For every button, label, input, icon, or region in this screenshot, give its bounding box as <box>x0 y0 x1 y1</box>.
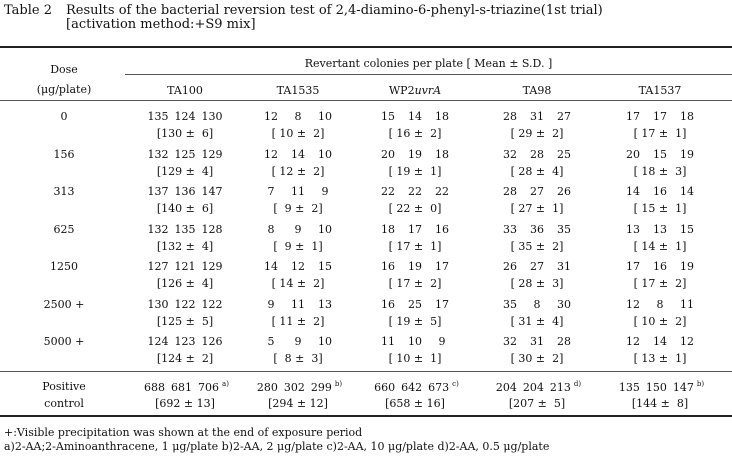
triplicate-counts <box>605 335 715 348</box>
mean-sd: [ 9 ± 2] <box>273 202 323 215</box>
colony-count: 30 <box>557 297 571 311</box>
mean-sd: [ 28 ± 4] <box>510 164 564 178</box>
colony-count: 130 <box>201 110 223 123</box>
colony-count: 12 <box>264 147 278 161</box>
mean-sd: [ 29 ± 2] <box>510 127 564 140</box>
colony-count: 17 <box>626 260 640 273</box>
top-rule <box>0 46 732 48</box>
colony-count: 11 <box>291 297 305 311</box>
colony-count: 9 <box>438 335 446 348</box>
colony-count: 147 <box>672 380 694 394</box>
triplicate-counts <box>360 380 470 394</box>
colony-count: 137 <box>147 185 169 198</box>
mean-sd: [ 17 ± 2] <box>633 277 687 290</box>
triplicate-counts <box>360 148 470 161</box>
dose-value: 625 <box>53 222 75 236</box>
mean-sd: [129 ± 4] <box>156 164 214 178</box>
colony-count: 26 <box>557 185 571 198</box>
triplicate-counts <box>243 185 353 198</box>
colony-count: 28 <box>530 147 544 161</box>
triplicate-counts <box>605 223 715 236</box>
mean-sd: [144 ± 8] <box>631 397 689 410</box>
title-line-1: Results of the bacterial reversion test of 2,4-diamino-6-phenyl-s-triazine(1st trial) <box>66 3 603 18</box>
mean-sd: [ 13 ± 1] <box>633 352 687 365</box>
header-rule <box>125 74 732 75</box>
dose-value: 2500 + <box>43 297 85 311</box>
control-label: control <box>44 397 84 410</box>
colony-count: 13 <box>318 297 332 311</box>
colony-count: 147 <box>201 185 223 198</box>
colony-count: 19 <box>408 147 422 161</box>
colony-count: 18 <box>381 222 395 236</box>
colony-count: 9 <box>294 335 302 348</box>
colony-count: 17 <box>653 110 667 123</box>
triplicate-counts <box>605 298 715 311</box>
footnote-marker: c) <box>452 380 459 388</box>
triplicate-counts <box>360 335 470 348</box>
triplicate-counts <box>482 185 592 198</box>
colony-count: 8 <box>533 297 541 311</box>
colony-count: 31 <box>530 335 544 348</box>
colony-count: 9 <box>321 185 329 198</box>
colony-count: 19 <box>680 147 694 161</box>
mean-sd: [124 ± 2] <box>156 352 214 365</box>
revertant-header: Revertant colonies per plate [ Mean ± S.D. ] <box>304 57 553 70</box>
colony-count: 11 <box>381 335 395 348</box>
colony-count: 12 <box>626 297 640 311</box>
colony-count: 135 <box>147 110 169 123</box>
colony-count: 20 <box>626 147 640 161</box>
triplicate-counts <box>243 380 353 394</box>
mean-sd: [ 16 ± 2] <box>388 127 442 140</box>
triplicate-counts <box>605 260 715 273</box>
triplicate-counts <box>130 380 240 394</box>
footnote-marker: b) <box>696 380 705 388</box>
colony-count: 150 <box>645 380 667 394</box>
colony-count: 16 <box>381 297 395 311</box>
dose-header <box>20 60 108 100</box>
colony-count: 5 <box>267 335 275 348</box>
colony-count: 9 <box>267 297 275 311</box>
mean-sd: [ 35 ± 2] <box>510 239 564 253</box>
triplicate-counts <box>130 185 240 198</box>
triplicate-counts <box>243 260 353 273</box>
table-number: Table 2 <box>4 3 52 18</box>
colony-count: 122 <box>201 297 223 311</box>
mean-sd: [132 ± 4] <box>156 239 214 253</box>
mean-sd: [ 8 ± 3] <box>273 352 323 365</box>
mean-sd: [ 30 ± 2] <box>510 352 564 365</box>
mean-sd: [294 ± 12] <box>268 397 328 410</box>
strain-header: WP2uvrA <box>388 84 442 97</box>
colony-count: 16 <box>653 260 667 273</box>
mean-sd: [ 15 ± 1] <box>633 202 687 215</box>
mean-sd: [ 10 ± 1] <box>388 352 442 365</box>
dose-value: 1250 <box>50 260 78 273</box>
mean-sd: [125 ± 5] <box>156 314 214 328</box>
triplicate-counts <box>243 335 353 348</box>
colony-count: 17 <box>626 110 640 123</box>
colony-count: 12 <box>291 260 305 273</box>
colony-count: 16 <box>653 185 667 198</box>
mean-sd: [ 9 ± 1] <box>273 239 323 253</box>
triplicate-counts <box>360 260 470 273</box>
mean-sd: [207 ± 5] <box>508 397 566 410</box>
colony-count: 14 <box>626 185 640 198</box>
dose-value: 5000 + <box>43 335 85 348</box>
colony-count: 27 <box>530 185 544 198</box>
mean-sd: [ 31 ± 4] <box>510 314 564 328</box>
triplicate-counts <box>360 298 470 311</box>
strain-header: TA98 <box>522 84 552 97</box>
triplicate-counts <box>243 298 353 311</box>
mean-sd: [ 22 ± 0] <box>388 202 442 215</box>
colony-count: 31 <box>557 260 571 273</box>
colony-count: 32 <box>503 147 517 161</box>
mean-sd: [ 19 ± 5] <box>388 314 442 328</box>
colony-count: 302 <box>283 380 305 394</box>
triplicate-counts <box>360 185 470 198</box>
positive-rule <box>0 371 732 372</box>
strain-header: TA1537 <box>638 84 682 97</box>
colony-count: 25 <box>408 297 422 311</box>
triplicate-counts <box>360 110 470 123</box>
bottom-rule <box>0 415 732 417</box>
colony-count: 121 <box>174 260 196 273</box>
colony-count: 10 <box>318 110 332 123</box>
mean-sd: [ 10 ± 2] <box>271 127 325 140</box>
footnote-marker: a) <box>222 380 229 388</box>
colony-count: 19 <box>408 260 422 273</box>
colony-count: 18 <box>435 147 449 161</box>
colony-count: 17 <box>435 260 449 273</box>
colony-count: 16 <box>435 222 449 236</box>
mean-sd: [ 17 ± 2] <box>388 277 442 290</box>
mean-sd: [ 28 ± 3] <box>510 277 564 290</box>
triplicate-counts <box>482 148 592 161</box>
colony-count: 10 <box>318 222 332 236</box>
colony-count: 14 <box>680 185 694 198</box>
colony-count: 14 <box>264 260 278 273</box>
colony-count: 135 <box>174 222 196 236</box>
colony-count: 129 <box>201 260 223 273</box>
colony-count: 25 <box>557 147 571 161</box>
colony-count: 673 <box>428 380 450 394</box>
mean-sd: [692 ± 13] <box>155 397 215 410</box>
triplicate-counts <box>482 110 592 123</box>
colony-count: 660 <box>374 380 396 394</box>
triplicate-counts <box>130 223 240 236</box>
dose-unit: (μg/plate) <box>36 83 92 96</box>
colony-count: 8 <box>294 110 302 123</box>
mean-sd: [ 14 ± 1] <box>633 239 687 253</box>
colony-count: 124 <box>174 110 196 123</box>
triplicate-counts <box>605 110 715 123</box>
colony-count: 22 <box>408 185 422 198</box>
triplicate-counts <box>605 148 715 161</box>
mean-sd: [658 ± 16] <box>385 397 445 410</box>
colony-count: 122 <box>174 297 196 311</box>
triplicate-counts <box>130 335 240 348</box>
subheader-rule <box>0 100 732 101</box>
triplicate-counts <box>130 298 240 311</box>
mean-sd: [130 ± 6] <box>156 127 214 140</box>
colony-count: 28 <box>503 185 517 198</box>
colony-count: 15 <box>680 222 694 236</box>
colony-count: 31 <box>530 110 544 123</box>
triplicate-counts <box>243 110 353 123</box>
strain-header: TA100 <box>167 84 203 97</box>
colony-count: 8 <box>656 297 664 311</box>
mean-sd: [ 17 ± 1] <box>633 127 687 140</box>
colony-count: 642 <box>401 380 423 394</box>
triplicate-counts <box>482 335 592 348</box>
colony-count: 18 <box>435 110 449 123</box>
colony-count: 32 <box>503 335 517 348</box>
dose-value: 313 <box>53 185 75 198</box>
colony-count: 135 <box>618 380 640 394</box>
dose-value: 0 <box>60 110 68 123</box>
colony-count: 280 <box>256 380 278 394</box>
colony-count: 14 <box>653 335 667 348</box>
colony-count: 13 <box>626 222 640 236</box>
mean-sd: [ 14 ± 2] <box>271 277 325 290</box>
colony-count: 126 <box>201 335 223 348</box>
colony-count: 132 <box>147 147 169 161</box>
triplicate-counts <box>360 223 470 236</box>
colony-count: 11 <box>680 297 694 311</box>
triplicate-counts <box>243 223 353 236</box>
colony-count: 17 <box>435 297 449 311</box>
triplicate-counts <box>482 260 592 273</box>
colony-count: 128 <box>201 222 223 236</box>
colony-count: 26 <box>503 260 517 273</box>
positive-label: Positive <box>42 380 86 393</box>
colony-count: 28 <box>557 335 571 348</box>
colony-count: 10 <box>408 335 422 348</box>
triplicate-counts <box>482 380 592 394</box>
colony-count: 27 <box>557 110 571 123</box>
mean-sd: [ 18 ± 3] <box>633 164 687 178</box>
colony-count: 22 <box>435 185 449 198</box>
colony-count: 28 <box>503 110 517 123</box>
mean-sd: [126 ± 4] <box>156 277 214 290</box>
mean-sd: [ 17 ± 1] <box>388 239 442 253</box>
colony-count: 7 <box>267 185 275 198</box>
colony-count: 213 <box>549 380 571 394</box>
colony-count: 204 <box>522 380 544 394</box>
colony-count: 11 <box>291 185 305 198</box>
footnote-2: a)2-AA;2-Aminoanthracene, 1 μg/plate b)2-AA, 2 μg/plate c)2-AA, 10 μg/plate d)2-AA, 0.5 μg/plate <box>4 440 550 453</box>
triplicate-counts <box>605 185 715 198</box>
strain-header: TA1535 <box>276 84 320 97</box>
colony-count: 15 <box>318 260 332 273</box>
colony-count: 35 <box>503 297 517 311</box>
colony-count: 35 <box>557 222 571 236</box>
triplicate-counts <box>130 110 240 123</box>
colony-count: 19 <box>680 260 694 273</box>
colony-count: 124 <box>147 335 169 348</box>
strain-suffix: uvrA <box>414 84 442 97</box>
title-line-2: [activation method:+S9 mix] <box>66 17 256 32</box>
triplicate-counts <box>482 223 592 236</box>
colony-count: 10 <box>318 147 332 161</box>
colony-count: 130 <box>147 297 169 311</box>
dose-label: Dose <box>50 63 78 76</box>
colony-count: 10 <box>318 335 332 348</box>
colony-count: 33 <box>503 222 517 236</box>
mean-sd: [ 11 ± 2] <box>271 314 325 328</box>
colony-count: 129 <box>201 147 223 161</box>
colony-count: 132 <box>147 222 169 236</box>
triplicate-counts <box>243 148 353 161</box>
colony-count: 9 <box>294 222 302 236</box>
footnote-marker: d) <box>573 380 582 388</box>
colony-count: 15 <box>653 147 667 161</box>
colony-count: 8 <box>267 222 275 236</box>
colony-count: 36 <box>530 222 544 236</box>
colony-count: 127 <box>147 260 169 273</box>
footnote-1: +:Visible precipitation was shown at the end of exposure period <box>4 426 363 439</box>
triplicate-counts <box>482 298 592 311</box>
colony-count: 136 <box>174 185 196 198</box>
mean-sd: [ 27 ± 1] <box>510 202 564 215</box>
mean-sd: [ 12 ± 2] <box>271 164 325 178</box>
colony-count: 299 <box>310 380 332 394</box>
mean-sd: [140 ± 6] <box>156 202 214 215</box>
colony-count: 18 <box>680 110 694 123</box>
colony-count: 12 <box>626 335 640 348</box>
colony-count: 12 <box>264 110 278 123</box>
colony-count: 14 <box>408 110 422 123</box>
colony-count: 204 <box>495 380 517 394</box>
colony-count: 17 <box>408 222 422 236</box>
triplicate-counts <box>130 148 240 161</box>
colony-count: 22 <box>381 185 395 198</box>
colony-count: 12 <box>680 335 694 348</box>
triplicate-counts <box>605 380 715 394</box>
colony-count: 27 <box>530 260 544 273</box>
mean-sd: [ 19 ± 1] <box>388 164 442 178</box>
colony-count: 16 <box>381 260 395 273</box>
colony-count: 13 <box>653 222 667 236</box>
colony-count: 20 <box>381 147 395 161</box>
colony-count: 688 <box>144 380 166 394</box>
footnote-marker: b) <box>334 380 343 388</box>
colony-count: 706 <box>198 380 220 394</box>
colony-count: 14 <box>291 147 305 161</box>
colony-count: 15 <box>381 110 395 123</box>
colony-count: 681 <box>171 380 193 394</box>
colony-count: 123 <box>174 335 196 348</box>
colony-count: 125 <box>174 147 196 161</box>
mean-sd: [ 10 ± 2] <box>633 314 687 328</box>
triplicate-counts <box>130 260 240 273</box>
dose-value: 156 <box>53 147 75 161</box>
